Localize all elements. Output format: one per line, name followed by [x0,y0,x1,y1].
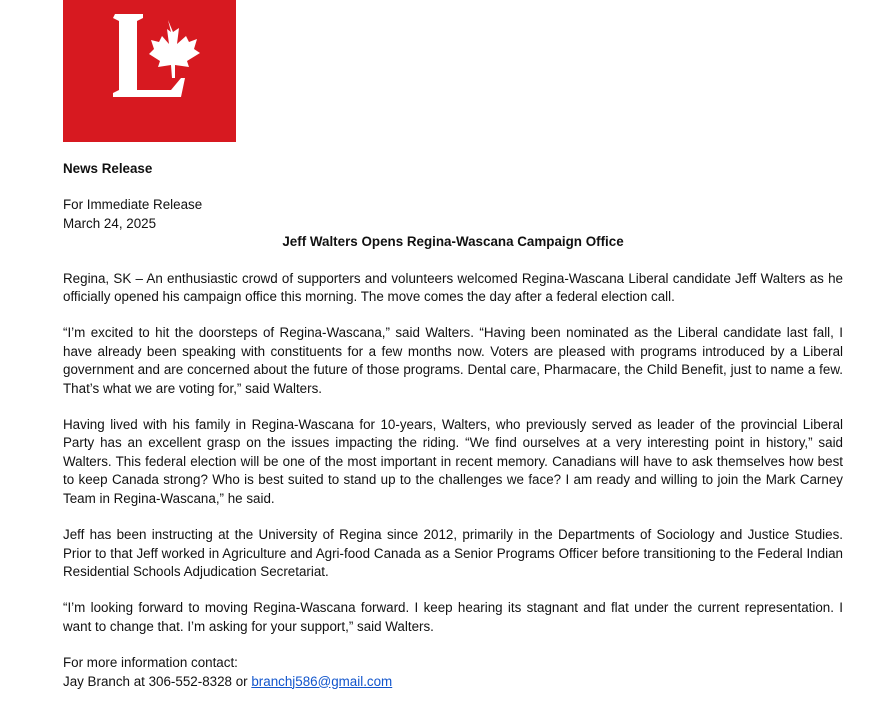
paragraph-1: Regina, SK – An enthusiastic crowd of supporters and volunteers welcomed Regina-Wascana Liberal candidate Jeff Walters as he officially opened his campaign office this morning. The move comes the day after a federal election call. [63,270,843,305]
contact-line [63,673,843,691]
paragraph-2: “I’m excited to hit the doorsteps of Regina-Wascana,” said Walters. “Having been nominated as the Liberal candidate last fall, I have already been speaking with constituents for a few months now. Voters are pleased with programs introduced by a Liberal government and are concerned about the future of those programs. Dental care, Pharmacare, the Child Benefit, just to name a few. That’s what we are voting for,” said Walters. [63,325,843,396]
email-link[interactable]: branchj586@gmail.com [251,673,393,689]
release-type: For Immediate Release [63,197,203,213]
release-date: March 24, 2025 [63,215,157,231]
contact-heading: For more information contact: [63,655,238,671]
headline: Jeff Walters Opens Regina-Wascana Campaign Office [282,234,624,250]
liberal-logo [63,0,236,142]
paragraph-3: Having lived with his family in Regina-Wascana for 10-years, Walters, who previously served as leader of the provincial Liberal Party has an excellent grasp on the issues impacting the riding. “We find ourselves at a very interesting point in history,” said Walters. This federal election will be one of the most important in recent memory. Canadians will have to ask themselves how best to keep Canada strong? Who is best suited to stand up to the challenges we face? I am ready and willing to join the Mark Carney Team in Regina-Wascana,” he said. [63,417,843,506]
contact-phone-text: Jay Branch at 306-552-8328 or [63,673,252,689]
document-label: News Release [63,161,153,176]
liberal-l-icon [63,0,236,142]
maple-leaf-icon [149,20,200,78]
press-release-document [63,160,843,691]
paragraph-5: “I’m looking forward to moving Regina-Wascana forward. I keep hearing its stagnant and flat under the current representation. I want to change that. I’m asking for your support,” said Walters. [63,600,843,634]
paragraph-4: Jeff has been instructing at the University of Regina since 2012, primarily in the Departments of Sociology and Justice Studies. Prior to that Jeff worked in Agriculture and Agri-food Canada as a Senior Programs Officer before transitioning to the Federal Indian Residential Schools Adjudication Secretariat. [63,527,843,579]
